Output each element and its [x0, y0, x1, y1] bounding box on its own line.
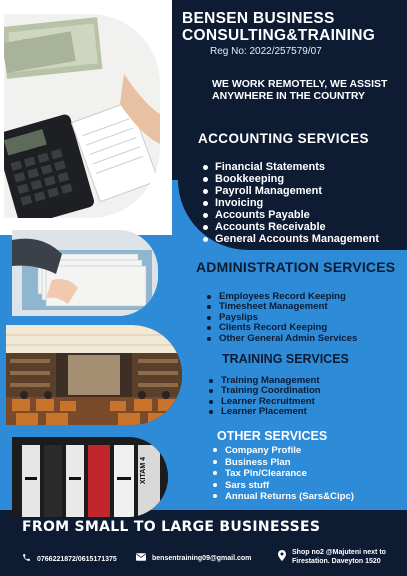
list-item: Training Management: [207, 376, 321, 386]
other-services-title: OTHER SERVICES: [217, 429, 328, 443]
money-calculator-photo: [4, 14, 160, 218]
list-item: Other General Admin Services: [205, 334, 357, 344]
list-item: Accounts Receivable: [201, 221, 379, 233]
footer-email: [136, 553, 251, 564]
email-address: bensentraining09@gmail.com: [152, 555, 252, 562]
location-pin-icon: [278, 550, 286, 564]
phone-number: 0766221872/0615171375: [37, 555, 117, 563]
list-item: Bookkeeping: [201, 173, 379, 185]
list-item: Annual Returns (Sars&Cipc): [211, 491, 354, 503]
address-line-2: Firestation. Daveyton 1520: [292, 558, 381, 565]
list-item: Sars stuff: [211, 480, 354, 492]
list-item: Financial Statements: [201, 161, 379, 173]
administration-services-list: [205, 292, 357, 344]
footer-phone: [22, 553, 117, 565]
list-item: General Accounts Management: [201, 233, 379, 245]
slogan: FROM SMALL TO LARGE BUSINESSES: [22, 519, 321, 535]
training-services-list: [207, 376, 321, 418]
other-services-list: [211, 445, 354, 503]
phone-icon: [22, 553, 31, 565]
list-item: Accounts Payable: [201, 209, 379, 221]
binders-photo: [12, 437, 168, 517]
accounting-services-title: ACCOUNTING SERVICES: [198, 131, 369, 146]
list-item: Invoicing: [201, 197, 379, 209]
accounting-services-list: [201, 161, 379, 245]
list-item: Payroll Management: [201, 185, 379, 197]
registration-number: Reg No: 2022/257579/07: [210, 46, 322, 57]
library-classroom-photo: [6, 325, 182, 425]
binder-label: XITAM 4: [140, 457, 147, 485]
training-services-title: TRAINING SERVICES: [222, 352, 349, 366]
list-item: Business Plan: [211, 457, 354, 469]
list-item: Learner Placement: [207, 407, 321, 417]
remote-tagline: WE WORK REMOTELY, WE ASSIST ANYWHERE IN THE COUNTRY: [212, 78, 388, 102]
address-text: [292, 548, 386, 566]
administration-services-title: ADMINISTRATION SERVICES: [196, 259, 396, 275]
address-line-1: Shop no2 @Majuteni next to: [292, 549, 386, 556]
company-name: BENSEN BUSINESS CONSULTING&TRAINING: [182, 10, 376, 44]
list-item: Training Coordination: [207, 386, 321, 396]
file-folders-photo: [12, 230, 158, 316]
list-item: Tax Pin/Clearance: [211, 468, 354, 480]
list-item: Timesheet Management: [205, 302, 357, 312]
list-item: Employees Record Keeping: [205, 292, 357, 302]
list-item: Learner Recruitment: [207, 397, 321, 407]
footer-address: [278, 548, 386, 566]
email-icon: [136, 553, 146, 564]
list-item: Payslips: [205, 313, 357, 323]
list-item: Clients Record Keeping: [205, 323, 357, 333]
list-item: Company Profile: [211, 445, 354, 457]
